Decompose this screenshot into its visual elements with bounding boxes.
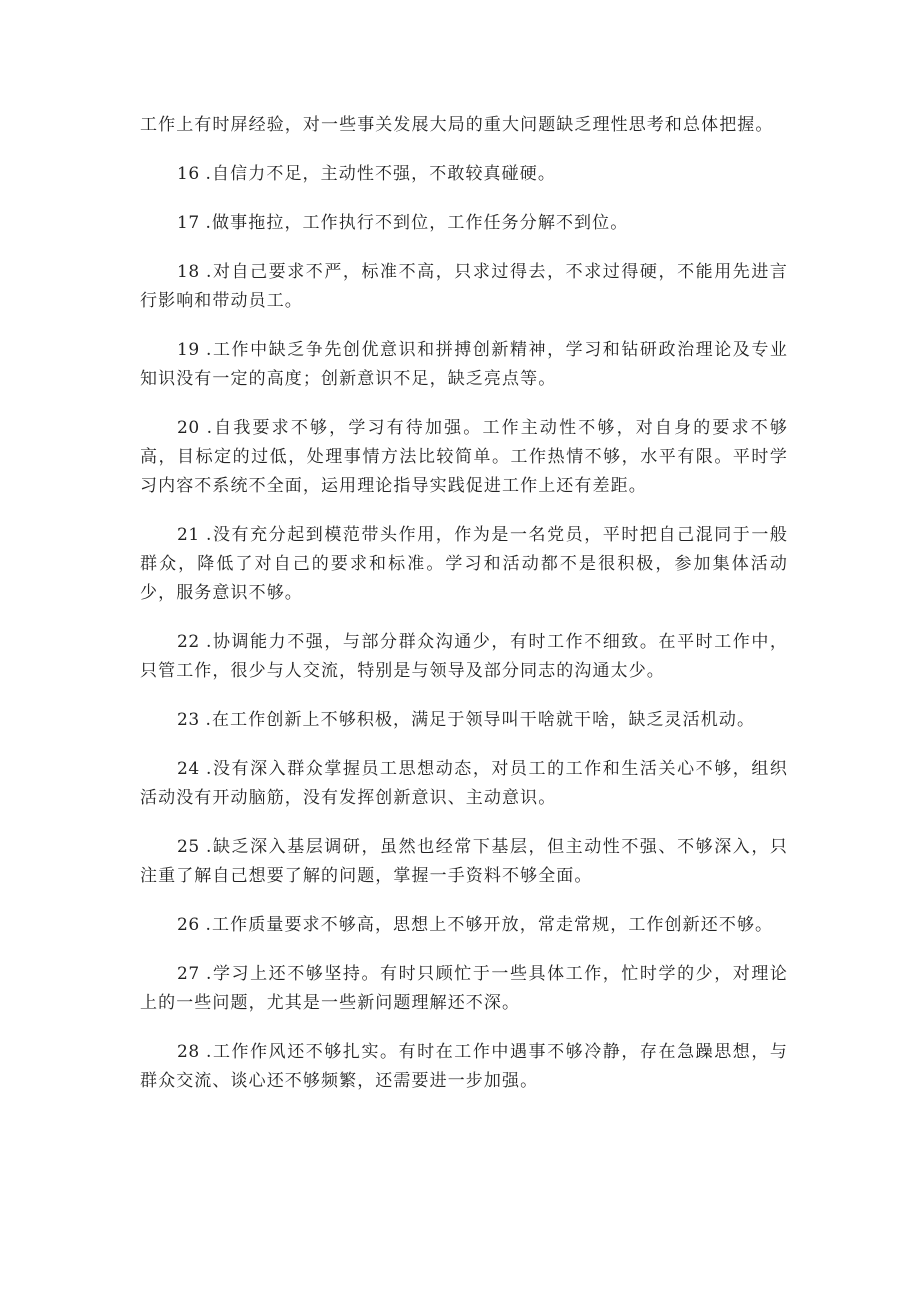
list-item-20 — [140, 414, 788, 501]
item-number: 26 — [177, 915, 206, 935]
list-item-26 — [140, 911, 788, 940]
item-text: .自我要求不够，学习有待加强。工作主动性不够，对自身的要求不够高，目标定的过低，处理事情方法比较简单。工作热情不够，水平有限。平时学习内容不系统不全面，运用理论指导实践促进工作上还有差距。 — [140, 418, 788, 496]
item-text: .工作作风还不够扎实。有时在工作中遇事不够冷静，存在急躁思想，与群众交流、谈心还不够频繁，还需要进一步加强。 — [140, 1042, 788, 1091]
list-item-27 — [140, 960, 788, 1018]
item-text: .学习上还不够坚持。有时只顾忙于一些具体工作，忙时学的少，对理论上的一些问题，尤其是一些新问题理解还不深。 — [140, 964, 788, 1013]
list-item-23 — [140, 706, 788, 735]
item-text: .工作质量要求不够高，思想上不够开放，常走常规，工作创新还不够。 — [205, 915, 774, 935]
item-text: .没有充分起到模范带头作用，作为是一名党员，平时把自己混同于一般群众，降低了对自己的要求和标准。学习和活动都不是很积极，参加集体活动少，服务意识不够。 — [140, 525, 788, 603]
item-number: 28 — [177, 1042, 206, 1062]
item-text: .工作中缺乏争先创优意识和拼搏创新精神，学习和钻研政治理论及专业知识没有一定的高度；创新意识不足，缺乏亮点等。 — [140, 340, 788, 389]
item-number: 25 — [177, 837, 206, 857]
item-text: .协调能力不强，与部分群众沟通少，有时工作不细致。在平时工作中，只管工作，很少与人交流，特别是与领导及部分同志的沟通太少。 — [140, 632, 788, 681]
item-number: 19 — [177, 340, 206, 360]
item-number: 24 — [177, 759, 206, 779]
item-text: .对自己要求不严，标准不高，只求过得去，不求过得硬，不能用先进言行影响和带动员工。 — [140, 262, 788, 311]
item-text: .做事拖拉，工作执行不到位，工作任务分解不到位。 — [205, 213, 629, 233]
item-text: .没有深入群众掌握员工思想动态，对员工的工作和生活关心不够，组织活动没有开动脑筋，没有发挥创新意识、主动意识。 — [140, 759, 788, 808]
item-number: 20 — [177, 418, 207, 438]
item-number: 27 — [177, 964, 206, 984]
paragraph-text: 工作上有时屏经验，对一些事关发展大局的重大问题缺乏理性思考和总体把握。 — [140, 115, 774, 135]
item-text: .自信力不足，主动性不强，不敢较真碰硬。 — [205, 164, 556, 184]
item-number: 17 — [177, 213, 206, 233]
item-text: .在工作创新上不够积极，满足于领导叫干啥就干啥，缺乏灵活机动。 — [205, 710, 756, 730]
list-item-22 — [140, 628, 788, 686]
item-number: 23 — [177, 710, 206, 730]
list-item-16 — [140, 160, 788, 189]
item-number: 18 — [177, 262, 206, 282]
list-item-25 — [140, 833, 788, 891]
list-item-24 — [140, 755, 788, 813]
item-number: 21 — [177, 525, 206, 545]
list-item-17 — [140, 209, 788, 238]
list-item-18 — [140, 258, 788, 316]
item-text: .缺乏深入基层调研，虽然也经常下基层，但主动性不强、不够深入，只注重了解自己想要了解的问题，掌握一手资料不够全面。 — [140, 837, 788, 886]
list-item-28 — [140, 1038, 788, 1096]
item-number: 16 — [177, 164, 206, 184]
item-number: 22 — [177, 632, 206, 652]
list-item-19 — [140, 336, 788, 394]
document-body — [140, 111, 788, 1116]
paragraph-continuation — [140, 111, 788, 140]
list-item-21 — [140, 521, 788, 608]
